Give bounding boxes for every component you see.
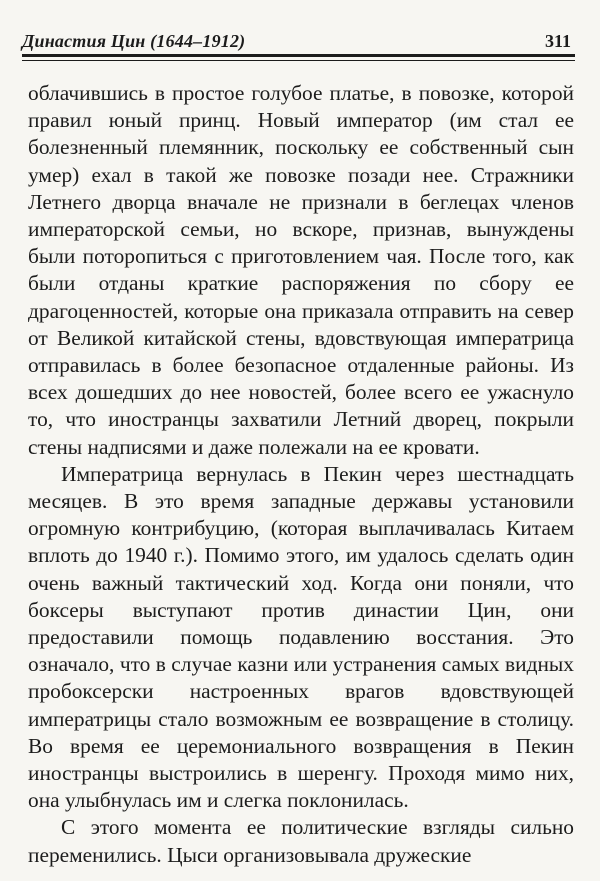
- header-rule-thin: [22, 60, 575, 61]
- header-rule-thick: [22, 54, 575, 57]
- paragraph-2: Императрица вернулась в Пекин через шестнадцать месяцев. В это время западные державы установили огромную контрибуцию, (которая выплачивалась Китаем вплоть до 1940 г.). Помимо этого, им удалось сделать один очень важный тактический ход. Когда они поняли, что боксеры выступают против династии Цин, они предоставили помощь подавлению восстания. Это означало, что в случае казни или устранения самых видных пробоксерски настроенных врагов вдовствующей императрицы стало возможным ее возвращение в столицу. Во время ее церемониального возвращения в Пекин иностранцы выстроились в шеренгу. Проходя мимо них, она улыбнулась им и слегка поклонилась.: [28, 461, 574, 813]
- running-title: Династия Цин (1644–1912): [22, 31, 246, 51]
- body-text: [28, 80, 574, 869]
- running-head: [22, 30, 575, 56]
- page-number: 311: [544, 31, 571, 51]
- paragraph-1: облачившись в простое голубое платье, в повозке, которой правил юный принц. Новый император (им стал ее болезненный племянник, поскольку ее собственный сын умер) ехал в такой же повозке позади нее. Стражники Летнего дворца вначале не признали в беглецах членов императорской семьи, но вскоре, признав, вынуждены были поторопиться с приготовлением чая. После того, как были отданы краткие распоряжения по сбору ее драгоценностей, которые она приказала отправить на север от Великой китайской стены, вдовствующая императрица отправилась в более безопасное отдаленные районы. Из всех дошедших до нее новостей, более всего ее ужаснуло то, что иностранцы захватили Летний дворец, покрыли стены надписями и даже полежали на ее кровати.: [28, 81, 574, 459]
- paragraph-3: С этого момента ее политические взгляды сильно переменились. Цыси организовывала дружеские: [28, 815, 574, 867]
